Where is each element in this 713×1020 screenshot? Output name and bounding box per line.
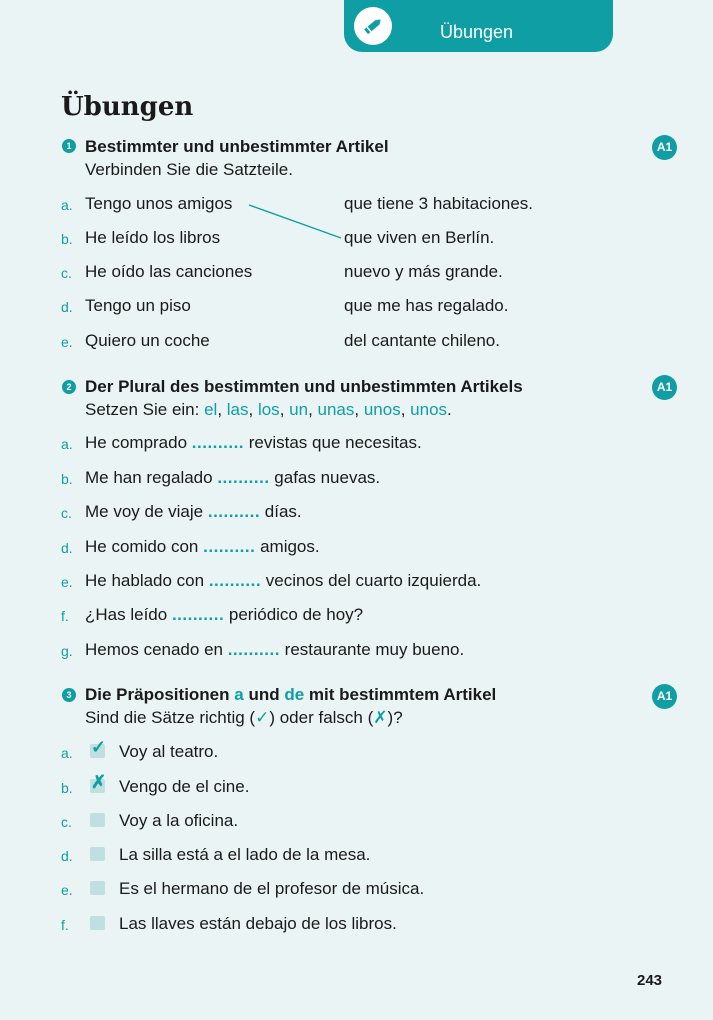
statement: Las llaves están debajo de los libros. [119, 914, 397, 933]
answer-checkbox[interactable] [90, 772, 107, 793]
item-letter: d. [61, 299, 73, 315]
level-badge: A1 [652, 684, 677, 709]
item-letter: g. [61, 643, 73, 659]
right-phrase[interactable]: que viven en Berlín. [344, 228, 495, 247]
answer-blank[interactable]: .......... [227, 640, 280, 659]
answer-checkbox[interactable] [90, 847, 105, 861]
left-phrase[interactable]: He leído los libros [85, 228, 221, 247]
cross-mark-icon: ✗ [91, 772, 107, 792]
statement: Vengo de el cine. [119, 777, 250, 796]
cross-mark-icon: ✗ [373, 708, 388, 727]
exercise-number: 2 [62, 380, 76, 394]
item-letter: c. [61, 505, 72, 521]
exercise-title: Bestimmter und unbestimmter Artikel [85, 137, 389, 156]
item-letter: a. [61, 197, 73, 213]
answer-checkbox[interactable] [90, 737, 107, 758]
fill-in-sentence: He comprado .......... revistas que necesitas. [85, 433, 422, 452]
item-letter: f. [61, 608, 69, 624]
item-letter: d. [61, 540, 73, 556]
exercise-title: Der Plural des bestimmten und unbestimmten Artikels [85, 377, 523, 396]
right-phrase[interactable]: nuevo y más grande. [344, 262, 503, 281]
item-letter: b. [61, 780, 73, 796]
article-option: unos [410, 400, 448, 419]
item-letter: b. [61, 471, 73, 487]
fill-in-sentence: Hemos cenado en .......... restaurante muy bueno. [85, 640, 465, 659]
right-phrase[interactable]: del cantante chileno. [344, 331, 500, 350]
statement: La silla está a el lado de la mesa. [119, 845, 371, 864]
article-option: unos [363, 400, 401, 419]
fill-in-sentence: Me voy de viaje .......... días. [85, 502, 302, 521]
exercise-title: Die Präpositionen a und de mit bestimmtem Artikel [85, 685, 497, 704]
page-number: 243 [637, 972, 663, 989]
statement: Voy a la oficina. [119, 811, 239, 830]
check-mark-icon: ✓ [91, 737, 107, 757]
item-letter: e. [61, 334, 73, 350]
fill-in-sentence: He comido con .......... amigos. [85, 537, 320, 556]
item-letter: a. [61, 745, 73, 761]
fill-in-sentence: He hablado con .......... vecinos del cuarto izquierda. [85, 571, 482, 590]
right-phrase[interactable]: que me has regalado. [344, 296, 509, 315]
statement: Es el hermano de el profesor de música. [119, 879, 425, 898]
item-letter: d. [61, 848, 73, 864]
answer-checkbox[interactable] [90, 916, 105, 930]
answer-blank[interactable]: .......... [203, 537, 256, 556]
item-letter: c. [61, 814, 72, 830]
article-option: el [204, 400, 218, 419]
level-badge: A1 [652, 375, 677, 400]
answer-blank[interactable]: .......... [171, 605, 225, 624]
answer-checkbox[interactable] [90, 881, 105, 895]
item-letter: e. [61, 882, 73, 898]
answer-checkbox[interactable] [90, 813, 105, 827]
article-option: unas [317, 400, 355, 419]
exercise-number: 1 [62, 139, 76, 153]
statement: Voy al teatro. [119, 742, 219, 761]
page-title: Übungen [61, 92, 194, 122]
left-phrase[interactable]: Tengo un piso [85, 296, 191, 315]
item-letter: b. [61, 231, 73, 247]
answer-blank[interactable]: .......... [207, 502, 261, 521]
fill-in-sentence: ¿Has leído .......... periódico de hoy? [85, 605, 364, 624]
item-letter: e. [61, 574, 73, 590]
exercise-instruction: Verbinden Sie die Satzteile. [85, 160, 293, 179]
exercise-number: 3 [62, 688, 76, 702]
article-option: un [289, 400, 309, 419]
left-phrase[interactable]: Tengo unos amigos [85, 194, 233, 213]
check-mark-icon: ✓ [255, 708, 270, 727]
item-letter: a. [61, 436, 73, 452]
exercise-instruction: Setzen Sie ein: el, las, los, un, unas, unos, unos. [85, 400, 452, 419]
article-option: los [257, 400, 280, 419]
left-phrase[interactable]: He oído las canciones [85, 262, 253, 281]
exercise-instruction: Sind die Sätze richtig (✓) oder falsch (✗)? [85, 708, 403, 727]
answer-blank[interactable]: .......... [217, 468, 270, 487]
item-letter: f. [61, 917, 69, 933]
tab-label: Übungen [440, 22, 514, 42]
level-badge: A1 [652, 135, 677, 160]
answer-blank[interactable]: .......... [208, 571, 262, 590]
left-phrase[interactable]: Quiero un coche [85, 331, 210, 350]
answer-blank[interactable]: .......... [191, 433, 245, 452]
fill-in-sentence: Me han regalado .......... gafas nuevas. [85, 468, 381, 487]
right-phrase[interactable]: que tiene 3 habitaciones. [344, 194, 534, 213]
item-letter: c. [61, 265, 72, 281]
article-option: las [226, 400, 249, 419]
